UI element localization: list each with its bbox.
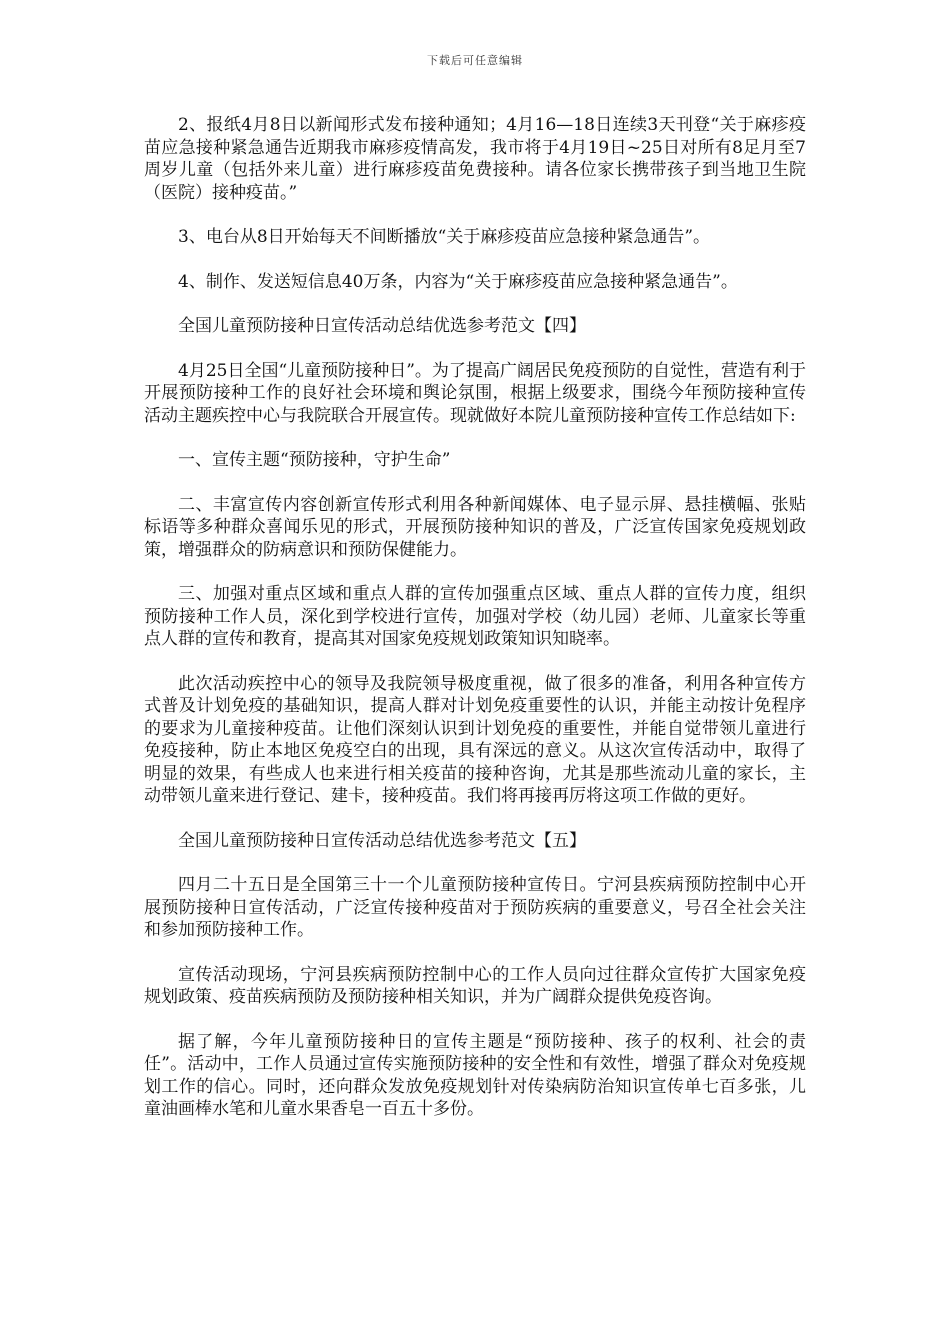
paragraph-key-groups: 三、加强对重点区域和重点人群的宣传加强重点区域、重点人群的宣传力度，组织预防接种工作人员，深化到学校进行宣传，加强对学校（幼儿园）老师、儿童家长等重点人群的宣传和教育，提高其对国家免疫规划政策知识知晓率。 — [144, 584, 806, 649]
paragraph-sms: 4、制作、发送短信息40万条，内容为“关于麻疹疫苗应急接种紧急通告”。 — [178, 271, 738, 292]
paragraph-radio: 3、电台从8日开始每天不间断播放“关于麻疹疫苗应急接种紧急通告”。 — [178, 227, 711, 247]
paragraph-theme-five: 据了解，今年儿童预防接种日的宣传主题是“预防接种、孩子的权利、社会的责任”。活动中，工作人员通过宣传实施预防接种的安全性和有效性，增强了群众对免疫规划工作的信心。同时，还向群众发放免疫规划针对传染病防治知识宣传单七百多张，儿童油画棒水笔和儿童水果香皂一百五十多份。 — [144, 1031, 806, 1119]
paragraph-intro-four: 4月25日全国“儿童预防接种日”。为了提高广阔居民免疫预防的自觉性，营造有利于开展预防接种工作的良好社会环境和舆论氛围，根据上级要求，围绕今年预防接种宣传活动主题疾控中心与我院联合开展宣传。现就做好本院儿童预防接种宣传工作总结如下: — [144, 360, 806, 426]
paragraph-newspaper: 2、报纸4月8日以新闻形式发布接种通知；4月16—18日连续3天刊登“关于麻疹疫苗应急接种紧急通告近期我市麻疹疫情高发，我市将于4月19日~25日对所有8足月至7周岁儿童（包括外来儿童）进行麻疹疫苗免费接种。请各位家长携带孩子到当地卫生院（医院）接种疫苗。” — [144, 115, 806, 203]
document-body — [144, 114, 806, 1121]
page-header-note: 下载后可任意编辑 — [427, 54, 523, 67]
paragraph-event-site: 宣传活动现场，宁河县疾病预防控制中心的工作人员向过往群众宣传扩大国家免疫规划政策、疫苗疾病预防及预防接种相关知识，并为广阔群众提供免疫咨询。 — [144, 964, 806, 1007]
paragraph-intro-five: 四月二十五日是全国第三十一个儿童预防接种宣传日。宁河县疾病预防控制中心开展预防接种日宣传活动，广泛宣传接种疫苗对于预防疾病的重要意义，号召全社会关注和参加预防接种工作。 — [144, 875, 806, 940]
paragraph-theme: 一、宣传主题“预防接种，守护生命” — [178, 450, 451, 470]
section-heading-four: 全国儿童预防接种日宣传活动总结优选参考范文【四】 — [178, 316, 586, 336]
paragraph-activity-summary: 此次活动疾控中心的领导及我院领导极度重视，做了很多的准备，利用各种宣传方式普及计划免疫的基础知识，提高人群对计划免疫重要性的认识，并能主动按计免程序的要求为儿童接种疫苗。让他们深刻认识到计划免疫的重要性，并能自觉带领儿童进行免疫接种，防止本地区免疫空白的出现，具有深远的意义。从这次宣传活动中，取得了明显的效果，有些成人也来进行相关疫苗的接种咨询，尤其是那些流动儿童的家长，主动带领儿童来进行登记、建卡，接种疫苗。我们将再接再厉将这项工作做的更好。 — [144, 673, 806, 806]
section-heading-five: 全国儿童预防接种日宣传活动总结优选参考范文【五】 — [178, 830, 586, 851]
paragraph-enrich-content: 二、丰富宣传内容创新宣传形式利用各种新闻媒体、电子显示屏、悬挂横幅、张贴标语等多种群众喜闻乐见的形式，开展预防接种知识的普及，广泛宣传国家免疫规划政策，增强群众的防病意识和预防保健能力。 — [144, 494, 806, 560]
